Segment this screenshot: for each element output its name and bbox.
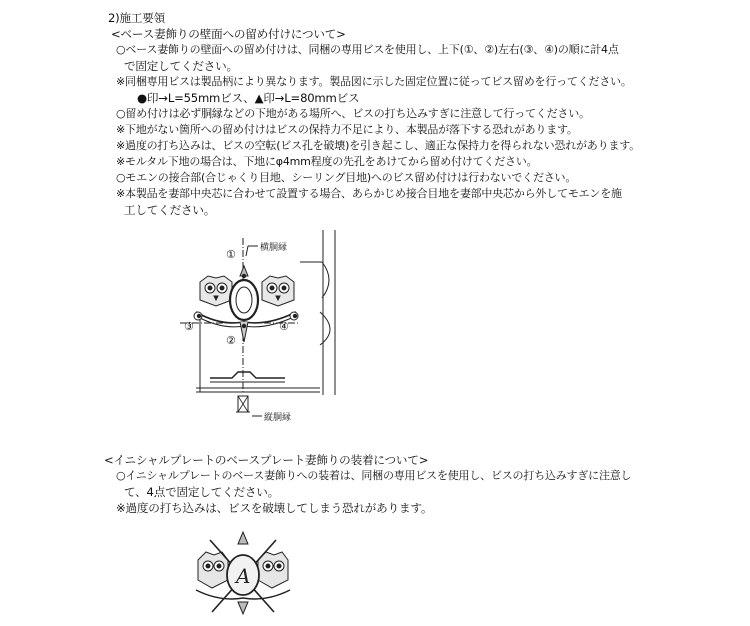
marker-2: ② — [226, 334, 236, 347]
section-heading: 2)施工要領 — [108, 11, 166, 25]
label-vertical-furring: 縦胴縁 — [264, 413, 292, 423]
initial-subheading: <イニシャルプレートのベースプレート妻飾りの装着について> — [104, 453, 429, 467]
owl-right-icon — [262, 276, 294, 306]
owl-right-icon — [258, 552, 288, 588]
owl-left-icon — [198, 552, 228, 588]
marker-1: ① — [226, 248, 236, 261]
owl-left-icon — [200, 276, 232, 306]
wall-line: ※下地がない箇所への留め付けはビスの保持力不足により、本製品が落下する恐れがあります。 — [116, 123, 578, 136]
wall-line: ※本製品を妻部中央芯に合わせて設置する場合、あらかじめ接合目地を妻部中央芯から外してモエンを施 — [116, 187, 622, 200]
wall-line: で固定してください。 — [124, 59, 238, 73]
marker-4: ④ — [279, 320, 289, 333]
wall-line: ※同梱専用ビスは製品柄により異なります。製品図に示した固定位置に従ってビス留めを行ってください。 — [116, 75, 632, 88]
wall-line: ○モエンの接合部(合じゃくり目地、シーリング目地)へのビス留め付けは行わないでください。 — [116, 171, 577, 184]
wall-line: 工してください。 — [124, 203, 216, 217]
plate-letter: A — [236, 564, 251, 588]
wall-line: ※モルタル下地の場合は、下地にφ4mm程度の先孔をあけてから留め付けてください。 — [116, 155, 538, 168]
wall-line: ○ベース妻飾りの壁面への留め付けは、同梱の専用ビスを使用し、上下(①、②)左右(③、④)の順に計4点 — [116, 43, 619, 56]
wall-line: ○留め付けは必ず胴縁などの下地がある場所へ、ビスの打ち込みすぎに注意して行ってください。 — [116, 107, 590, 120]
initial-line: ※過度の打ち込みは、ビスを破壊してしまう恐れがあります。 — [116, 501, 433, 515]
label-horizontal-furring: 横胴縁 — [260, 243, 288, 253]
wall-line: ●印→L=55mmビス、▲印→L=80mmビス — [137, 91, 360, 105]
marker-3: ③ — [184, 320, 194, 333]
initial-line: ○イニシャルプレートのベース妻飾りへの装着は、同梱の専用ビスを使用し、ビスの打ち込みすぎに注意し — [116, 469, 632, 482]
vertical-furring-block — [236, 396, 250, 412]
wall-subheading: <ベース妻飾りの壁面への留め付けについて> — [111, 27, 346, 41]
initial-line: て、4点で固定してください。 — [124, 485, 280, 499]
wall-line: ※過度の打ち込みは、ビスの空転(ビス孔を破壊)を引き起こし、適正な保持力を得られない恐れがあります。 — [116, 139, 640, 152]
